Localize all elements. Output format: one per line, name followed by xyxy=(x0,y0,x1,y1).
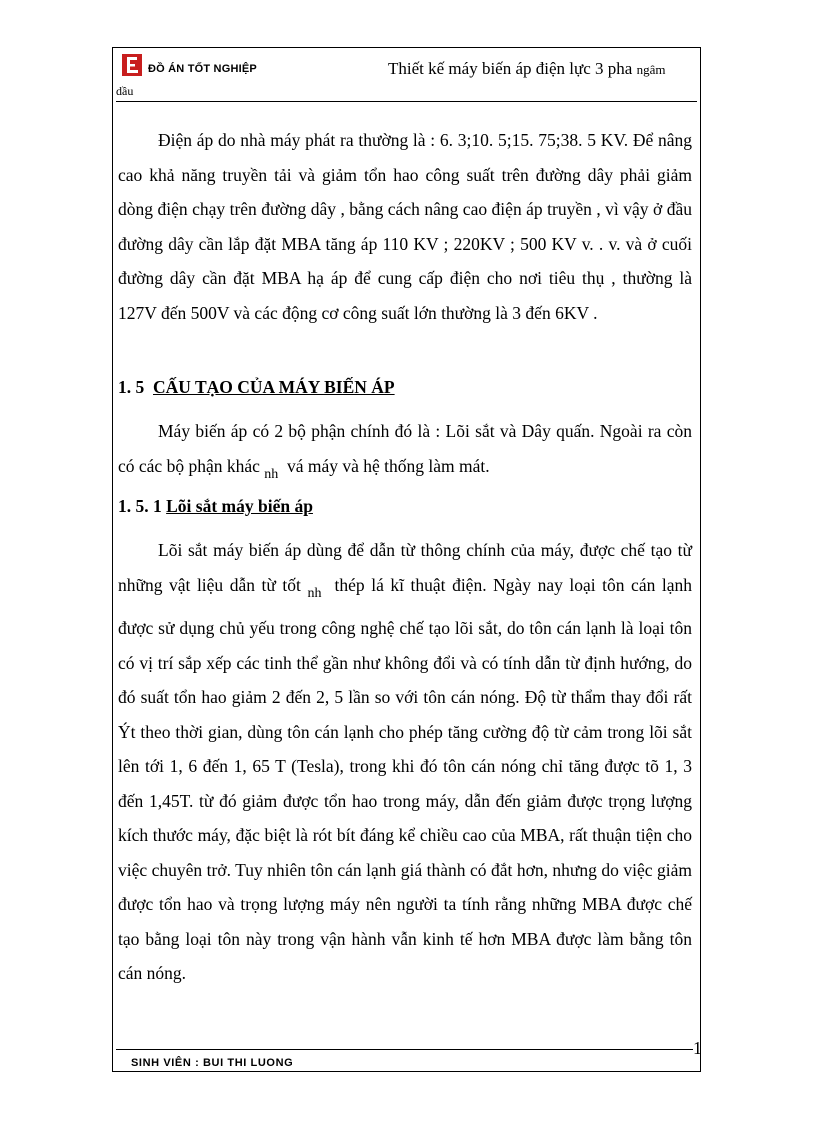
section-1-5-1-heading xyxy=(118,496,313,517)
section-1-5-heading xyxy=(118,377,395,398)
header-document-title xyxy=(388,59,665,79)
section-1-5-1-title: Lõi sắt máy biến áp xyxy=(166,496,313,516)
core-paragraph xyxy=(118,533,692,991)
footer-divider xyxy=(116,1049,693,1050)
page-number: 1 xyxy=(693,1038,702,1058)
section-1-5-title: CẤU TẠO CỦA MÁY BIẾN ÁP xyxy=(153,377,395,397)
intro-paragraph xyxy=(118,123,692,330)
section-1-5-paragraph xyxy=(118,414,692,492)
thesis-logo-icon xyxy=(121,53,143,77)
section-1-5-text-sub: nh xyxy=(264,466,279,482)
header-thesis-label: ĐỒ ÁN TỐT NGHIỆP xyxy=(148,63,257,75)
header-title-tail: ngâm xyxy=(636,62,666,77)
section-1-5-1-number: 1. 5. 1 xyxy=(118,496,162,516)
core-text-sub: nh xyxy=(307,585,322,601)
section-1-5-number: 1. 5 xyxy=(118,377,145,397)
header-title-wrap: dầu xyxy=(116,84,134,98)
header-divider xyxy=(116,101,697,102)
section-1-5-text-a: Máy biến áp có 2 bộ phận chính đó là : Lõi sắt và Dây quấn. Ngoài ra còn có các bộ phận khác xyxy=(118,421,692,476)
header-title-main: Thiết kế máy biến áp điện lực 3 pha xyxy=(388,59,633,78)
section-1-5-text-b: vá máy và hệ thống làm mát. xyxy=(287,455,490,476)
core-text-b: thép lá kĩ thuật điện. Ngày nay loại tôn cán lạnh được sử dụng chủ yếu trong công nghệ chế tạo lõi sắt, do tôn cán lạnh là loại tôn có vị trí sắp xếp các tinh thể gần như không đổi và có tính dẫn từ định hướng, do đó suất tổn hao giảm 2 đến 2, 5 lần so với tôn cán nóng. Độ từ thẩm thay đổi rất Ýt theo thời gian, dùng tôn cán lạnh cho phép tăng cường độ từ cảm trong lõi sắt lên tới 1, 6 đến 1, 65 T (Tesla), trong khi đó tôn cán nóng chỉ tăng được tõ 1, 3 đến 1,45T. từ đó giảm được tổn hao trong máy, dẫn đến giảm được trọng lượng kích thước máy, đặc biệt là rót bít đáng kể chiều cao của MBA, rất thuận tiện cho việc chuyên trở. Tuy nhiên tôn cán lạnh giá thành có đắt hơn, nhưng do việc giảm được tổn hao và trọng lượng máy nên người ta tính rằng những MBA được chế tạo bằng loại tôn này trong vận hành vẫn kinh tế hơn MBA được làm bằng tôn cán nóng. xyxy=(118,574,693,983)
intro-text: Điện áp do nhà máy phát ra thường là : 6. 3;10. 5;15. 75;38. 5 KV. Để nâng cao khả năng truyền tải và giảm tổn hao công suất trên đường dây phải giảm dòng điện chạy trên đường dây , bằng cách nâng cao điện áp truyền , vì vậy ở đầu đường dây cần lắp đặt MBA tăng áp 110 KV ; 220KV ; 500 KV v. . v. và ở cuối đường dây cần đặt MBA hạ áp để cung cấp điện cho nơi tiêu thụ , thường là 127V đến 500V và các động cơ công suất lớn thường là 3 đến 6KV . xyxy=(118,130,692,323)
core-text-a: Lõi sắt máy biến áp dùng để dẫn từ thông chính của máy, được chế tạo từ những vật liệu dẫn từ tốt xyxy=(118,540,692,595)
footer-student: SINH VIÊN : BUI THI LUONG xyxy=(131,1057,294,1069)
